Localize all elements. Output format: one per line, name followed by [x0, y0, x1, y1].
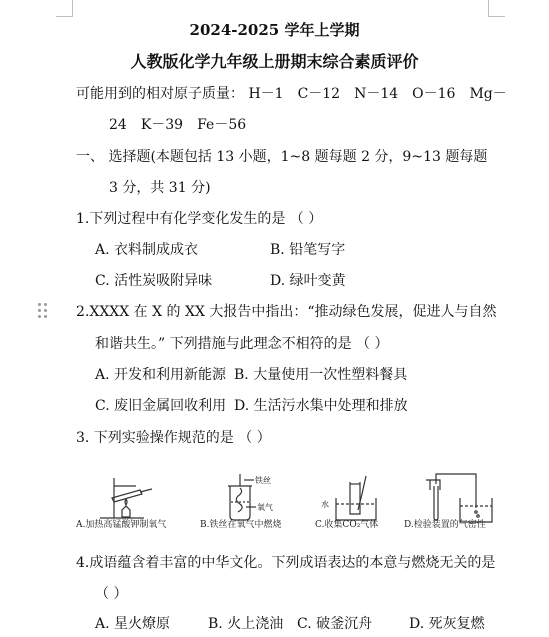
question-1-option-c: C. 活性炭吸附异味 [95, 273, 213, 289]
drag-handle-icon[interactable] [38, 303, 48, 319]
question-1-option-d: D. 绿叶变黄 [270, 273, 346, 289]
question-4-stem: 4.成语蕴含着丰富的中华文化。下列成语表达的本意与燃烧无关的是 [76, 555, 496, 571]
question-1-option-a: A. 衣料制成成衣 [95, 242, 199, 258]
figure-b-caption: B.铁丝在氧气中燃烧 [200, 520, 282, 530]
figure-a-caption: A.加热高锰酸钾制氧气 [76, 520, 167, 530]
figure-c-caption: C.收集CO₂气体 [315, 520, 379, 530]
question-2-option-b: B. 大量使用一次性塑料餐具 [234, 367, 408, 383]
atomic-mass-line1: 可能用到的相对原子质量： H－1 C－12 N－14 O－16 Mg－ [76, 86, 507, 102]
figure-d-caption: D.检验装置的气密性 [404, 520, 486, 530]
figure-c-label-water: 水 [321, 500, 329, 509]
crop-mark-top-right-horizontal [488, 16, 505, 17]
section-heading-line2: 3 分，共 31 分) [109, 180, 211, 196]
atomic-mass-line2: 24 K－39 Fe－56 [109, 117, 247, 133]
question-4-option-d: D. 死灰复燃 [409, 616, 485, 632]
question-4-option-a: A. 星火燎原 [95, 616, 171, 632]
figure-b-label-oxygen: 氧气 [257, 503, 273, 512]
crop-mark-top-left-horizontal [56, 16, 73, 17]
question-2-stem-line2: 和谐共生。” 下列措施与此理念不相符的是 （ ） [95, 336, 389, 352]
document-title-line1: 2024-2025 学年上学期 [189, 21, 360, 39]
question-4-option-c: C. 破釜沉舟 [297, 616, 373, 632]
question-1-stem: 1.下列过程中有化学变化发生的是 （ ） [76, 211, 323, 227]
question-4-answer-blank: （ ） [95, 586, 128, 602]
crop-mark-top-right-vertical [488, 0, 489, 16]
question-2-stem-line1: 2.XXXX 在 X 的 XX 大报告中指出：“推动绿色发展，促进人与自然 [76, 304, 497, 320]
section-heading-line1: 一、 选择题(本题包括 13 小题，1~8 题每题 2 分，9~13 题每题 [76, 149, 488, 165]
figure-b-label-iron-wire: 铁丝 [255, 476, 271, 485]
question-3-stem: 3. 下列实验操作规范的是 （ ） [76, 430, 271, 446]
crop-mark-top-left-vertical [72, 0, 73, 16]
question-4-option-b: B. 火上浇油 [208, 616, 284, 632]
question-2-option-c: C. 废旧金属回收利用 [95, 398, 227, 414]
question-2-option-d: D. 生活污水集中处理和排放 [234, 398, 408, 414]
question-1-option-b: B. 铅笔写字 [270, 242, 346, 258]
question-2-option-a: A. 开发和利用新能源 [95, 367, 227, 383]
document-title-line2: 人教版化学九年级上册期末综合素质评价 [130, 52, 419, 71]
